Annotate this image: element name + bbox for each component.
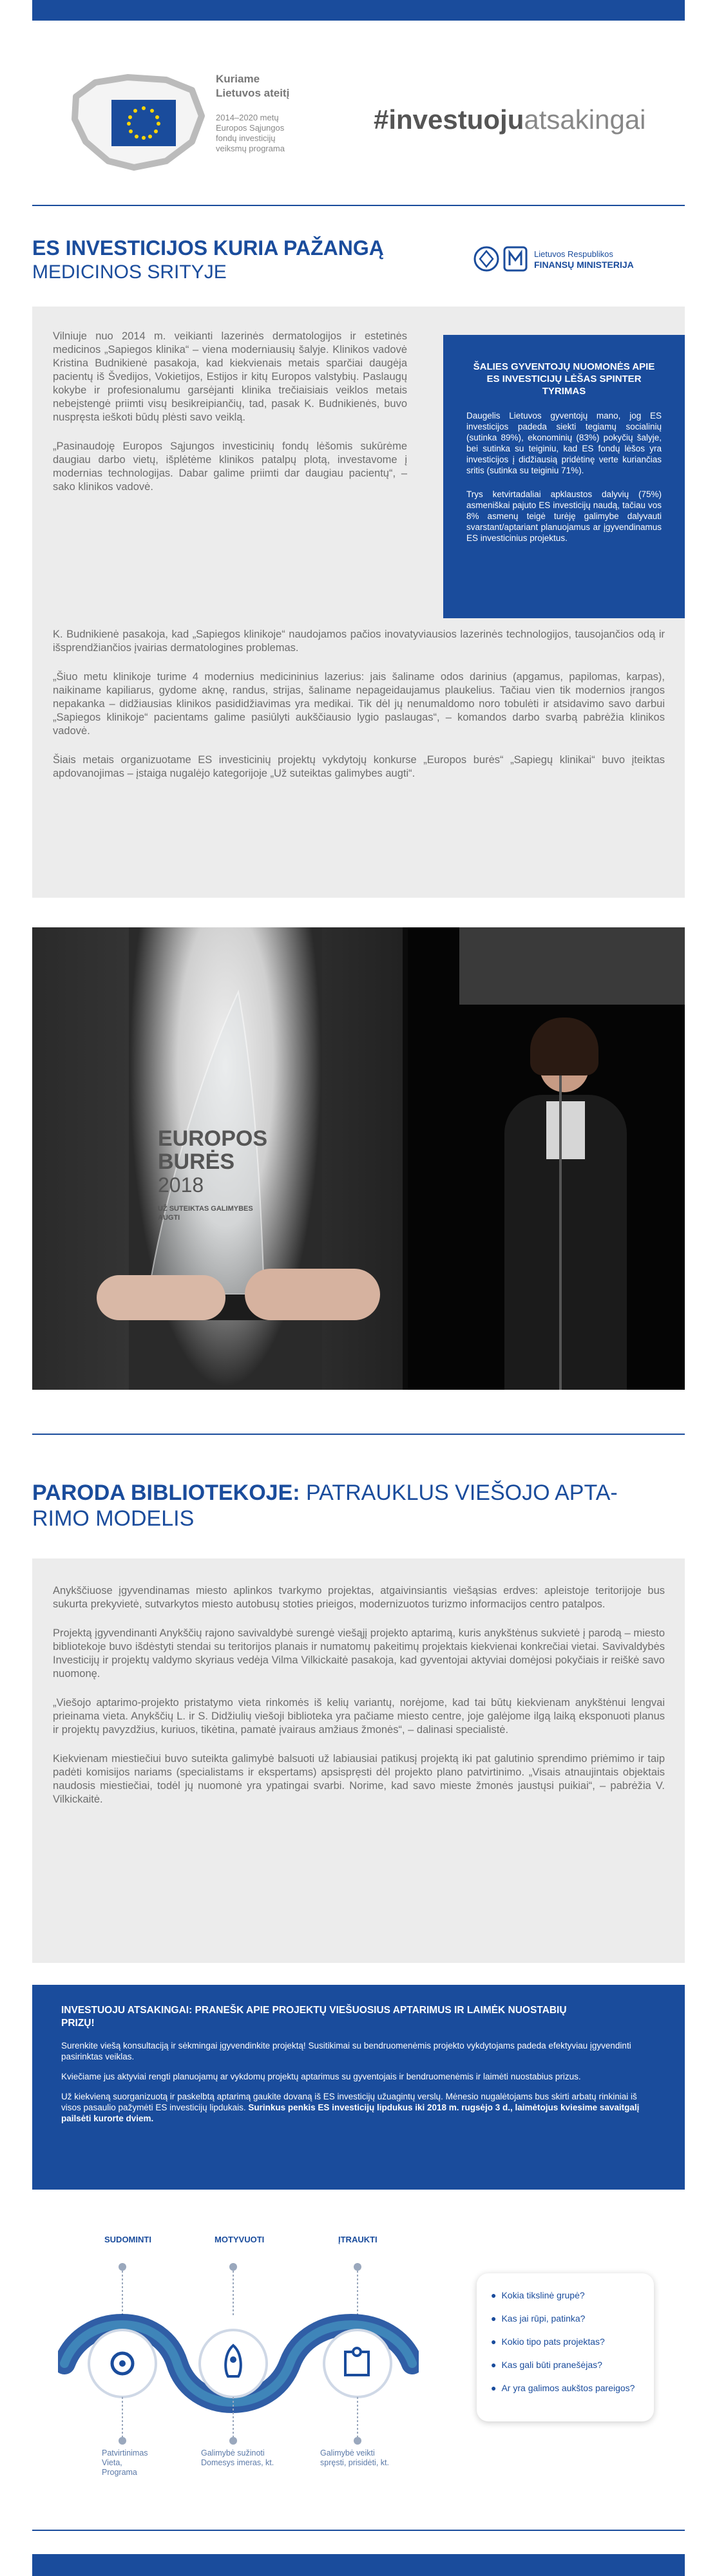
article1-title-light: MEDICINOS SRITYJE <box>32 261 227 283</box>
hashtag-light: atsakingai <box>524 104 646 135</box>
bottom-label-1 <box>102 2448 148 2477</box>
article1-body-bottom <box>53 628 665 781</box>
question-text: Ar yra galimos aukštos pareigos? <box>501 2383 635 2393</box>
infographic <box>32 2222 685 2518</box>
question-item: ● Kas gali būti pranešėjas? <box>491 2360 602 2370</box>
question-item: ● Ar yra galimos aukštos pareigos? <box>491 2383 635 2393</box>
logo-title-line2: Lietuvos ateitį <box>216 87 290 99</box>
bottom-label-1-line: Patvirtinimas <box>102 2448 148 2458</box>
logo-sub-line3: fondų investicijų <box>216 133 276 143</box>
bottom-label-2-line: Domesys imeras, kt. <box>201 2458 274 2467</box>
invite-paragraph-1: Surenkite viešą konsultaciją ir sėkmingai įgyvendinkite projektą! Susitikimai su bendruomenėmis projekto vykdytojams padeda efektyviau įgyvendinti pasirinktas veiklas. <box>61 2041 631 2061</box>
divider-3 <box>32 2530 685 2531</box>
bottom-label-1-line: Vieta, <box>102 2458 122 2467</box>
lithuania-map-icon <box>70 71 211 174</box>
article2-paragraph: Anykščiuose įgyvendinamas miesto aplinkos tvarkymo projektas, atgaivinsiantis viešąsias erdves: apleistoje teritorijoje bus sukurta prekyvietė, sutvarkytos miesto autobusų stoties prieigos, modernizuotos turizmo informacijos centro patalpos. <box>53 1585 665 1610</box>
invite-p3-text: Už kiekvieną suorganizuotą ir paskelbtą aptarimą gaukite dovaną iš ES investicijų užuagintų verslų. Mėnesio nugalėtojams bus skirti arbatų rinkiniai iš visos pasaulio pažymėti ES investicijų lipdukais. <box>61 2092 637 2112</box>
invite-paragraph-3 <box>61 2091 656 2124</box>
article2-title-bold: PARODA BIBLIOTEKOJE: <box>32 1481 300 1505</box>
article1-paragraph: K. Budnikienė pasakoja, kad „Sapiegos klinikoje“ naudojamos pačios inovatyviausios lazerinės technologijos, tausojančios odą ir išsprendžiančios įvairias dermatologines problemas. <box>53 629 665 654</box>
invite-box <box>32 1985 685 2190</box>
bottom-label-2 <box>201 2448 274 2468</box>
hashtag-bold: #investuoju <box>374 104 524 135</box>
bottom-label-3-line: Galimybė veikti <box>320 2448 375 2458</box>
trophy-small-2: AUGTI <box>158 1214 180 1222</box>
logo-title <box>216 72 289 100</box>
logo-sub-line2: Europos Sąjungos <box>216 123 285 133</box>
trophy-small-1: UŽ SUTEIKTAS GALIMYBES <box>158 1205 253 1213</box>
article1-paragraph: Šiais metais organizuotame ES investicinių projektų vykdytojų konkurse „Europos burės“ „Sapiegų klinikai“ buvo įteiktas apdovanojimas – įstaiga nugalėjo kategorijoje „Už suteiktas galimybes augti“. <box>53 754 665 779</box>
article2-paragraph: „Viešojo aptarimo-projekto pristatymo vieta rinkomės iš kelių variantų, norėjome, kad tai būtų kiekvienam anykštėnui lengvai prieinama vieta. Anykščių L. ir S. Didžiulių viešoji biblioteka yra pačiame miesto centre, joje galėjome ilgą laiką eksponuoti planus ir projektų pavyzdžius, kuriuos, tikėtina, pamatė įvairaus amžiaus žmonės“, – dalinasi specialistė. <box>53 1697 665 1736</box>
logo-subtitle <box>216 113 285 154</box>
article1-body-top <box>53 330 407 494</box>
divider-1 <box>32 205 685 206</box>
bottom-label-3 <box>320 2448 389 2468</box>
survey-sidebar <box>443 335 685 618</box>
eu-logo <box>70 71 211 174</box>
ministry-emblem-icon <box>472 240 529 278</box>
article1-paragraph: „Pasinaudoję Europos Sąjungos investicinių fondų lėšomis sukūrėme daugiau darbo vietų, išplėtėme klinikos patalpų plotą, investavome į modernias technologijas. Dabar galime priimti dar daugiau pacientų“, – sako klinikos vadovė. <box>53 440 407 493</box>
article1-title-bold: ES INVESTICIJOS KURIA PAŽANGĄ <box>32 236 384 260</box>
hashtag <box>374 104 646 135</box>
award-photo <box>32 927 403 1390</box>
photo-section <box>32 927 685 1390</box>
article1-paragraph: „Šiuo metu klinikoje turime 4 modernius medicininius lazerius: jais šaliname odos darinius (apgamus, papilomas, karpas), naikiname kapiliarus, gydome aknę, randus, strijas, šaliname nepageidaujamus plaukelius. Tačiau vien tik modernios įrangos nepakanka – didžiausias klinikos pasididžiavimas yra medikai. Tik dėl jų nenumaldomo noro tobulėti ir atsidavimo savo darbui „Sapiegos klinikoje“ pacientams galime pasiūlyti aukščiausio lygio paslaugas“, – komandos darbo svarbą pabrėžia klinikos vadovė. <box>53 671 665 737</box>
top-bar <box>32 0 685 21</box>
question-text: Kokia tikslinė grupė? <box>501 2290 585 2300</box>
question-item: ● Kokio tipo pats projektas? <box>491 2336 605 2347</box>
article2-title-light-1: PATRAUKLUS VIEŠOJO APTA- <box>300 1481 618 1505</box>
bottom-label-1-line: Programa <box>102 2468 137 2477</box>
question-item: ● Kokia tikslinė grupė? <box>491 2290 585 2300</box>
article1-paragraph: Vilniuje nuo 2014 m. veikianti lazerinės dermatologijos ir estetinės medicinos „Sapiegos klinika“ – viena moderniausių šalyje. Klinikos vadovė Kristina Budnikienė pasakoja, kad kiekvienais metais sparčiai daugėja pacientų iš Švedijos, Vokietijos, Estijos ir kitų Europos valstybių. Paslaugų kokybe ir profesionalumu garsėjanti klinika trečiaisiais veiklos metais nebeįstengė priimti visų besikreipiančių, tad, pasak K. Budnikienės, buvo nuspręsta ieškoti būdų plėsti savo veiklą. <box>53 330 407 423</box>
invite-p3-bold: Surinkus penkis ES investicijų lipdukus iki 2018 m. rugsėjo 3 d., laimėtojus kviesime savaitgalį pailsėti kurorte dviem. <box>61 2103 640 2123</box>
article2-body <box>53 1584 665 1806</box>
survey-title: ŠALIES GYVENTOJŲ NUOMONĖS APIE ES INVESTICIJŲ LĖŠAS SPINTER TYRIMAS <box>473 361 655 397</box>
question-text: Kas jai rūpi, patinka? <box>501 2313 586 2324</box>
invite-title <box>61 2004 656 2030</box>
bottom-label-3-line: spręsti, prisidėti, kt. <box>320 2458 389 2467</box>
invite-title-1: INVESTUOJU ATSAKINGAI: PRANEŠK APIE PROJEKTŲ VIEŠUOSIUS APTARIMUS IR LAIMĖK NUOSTABIŲ <box>61 2005 567 2016</box>
questions-card <box>477 2273 654 2421</box>
article2-title <box>32 1480 676 1531</box>
invite-paragraph-2: Kviečiame jus aktyviai rengti planuojamų ar vykdomų projektų aptarimus su gyventojais ir bendruomenėmis ir laimėti nuostabius prizus. <box>61 2072 581 2081</box>
speaker-photo <box>408 927 685 1390</box>
article2-paragraph: Projektą įgyvendinanti Anykščių rajono savivaldybė surengė viešąjį projekto aptarimą, kuris anykštėnus sukvietė į parodą – miesto bibliotekoje buvo išdėstyti stendai su teritorijos planais ir numatomų pakeitimų projektais kiekvienai konkrečiai vietai. Savivaldybės Investicijų ir projektų valdymo skyriaus vedėja Vilma Vilkickaitė pasakoja, kad gyventojai aktyviai domėjosi pokyčiais ir reiškė savo nuomonę. <box>53 1627 665 1680</box>
survey-paragraph-2: Trys ketvirtadaliai apklaustos dalyvių (75%) asmeniškai pajuto ES investicijų naudą, tačiau vos 8% asmenų teigė turėję galimybe dalyvauti svarstant/aptariant planuojamus ar įgyvendinamus ES investicinius projektus. <box>466 489 662 543</box>
logo-title-line1: Kuriame <box>216 73 260 85</box>
survey-paragraph-1: Daugelis Lietuvos gyventojų mano, jog ES investicijos padeda siekti tegiamų socialinių (sutinka 89%), ekonominių (83%) pokyčių šalyje, bei sutinka su teiginiu, kad ES fondų lėšos yra investicijos į didžiausią pridėtinę verte kuriančias sritis (sutinka su teiginiu 71%). <box>466 411 662 475</box>
label-motyvuoti: MOTYVUOTI <box>215 2235 265 2244</box>
bottom-label-2-line: Galimybė sužinoti <box>201 2448 265 2458</box>
ministry-logo <box>472 240 640 278</box>
logo-sub-line1: 2014–2020 metų <box>216 113 279 122</box>
trophy-text-2: BURĖS <box>158 1150 235 1174</box>
question-item: ● Kas jai rūpi, patinka? <box>491 2313 586 2324</box>
trophy-year: 2018 <box>158 1173 204 1197</box>
question-text: Kokio tipo pats projektas? <box>501 2336 605 2347</box>
ministry-line1: Lietuvos Respublikos <box>534 249 613 259</box>
divider-2 <box>32 1434 685 1435</box>
label-sudominti: SUDOMINTI <box>104 2235 151 2244</box>
ministry-line2: FINANSŲ MINISTERIJA <box>534 260 634 270</box>
invite-title-2: PRIZŲ! <box>61 2018 95 2029</box>
trophy-text-1: EUROPOS <box>158 1126 268 1151</box>
article2-paragraph: Kiekvienam miestiečiui buvo suteikta galimybė balsuoti už labiausiai patikusį projektą iki pat galutinio sprendimo priėmimo ir taip padėti komisijos nariams (specialistams ir ekspertams) apsispręsti dėl projekto plano patvirtinimo. „Visais atnaujintais objektais naudosis miestiečiai, todėl jų nuomonė yra ypatingai svarbi. Norime, kad savo mieste žmonės jaustųsi puikiai“, – pabrėžia V. Vilkickaitė. <box>53 1753 665 1805</box>
bottom-bar <box>32 2554 685 2576</box>
label-itraukti: ĮTRAUKTI <box>338 2235 378 2244</box>
article1-title <box>32 236 384 285</box>
article2-title-light-2: RIMO MODELIS <box>32 1506 195 1531</box>
process-wave-graphic <box>58 2248 419 2460</box>
question-text: Kas gali būti pranešėjas? <box>501 2360 602 2370</box>
logo-sub-line4: veiksmų programa <box>216 144 285 153</box>
